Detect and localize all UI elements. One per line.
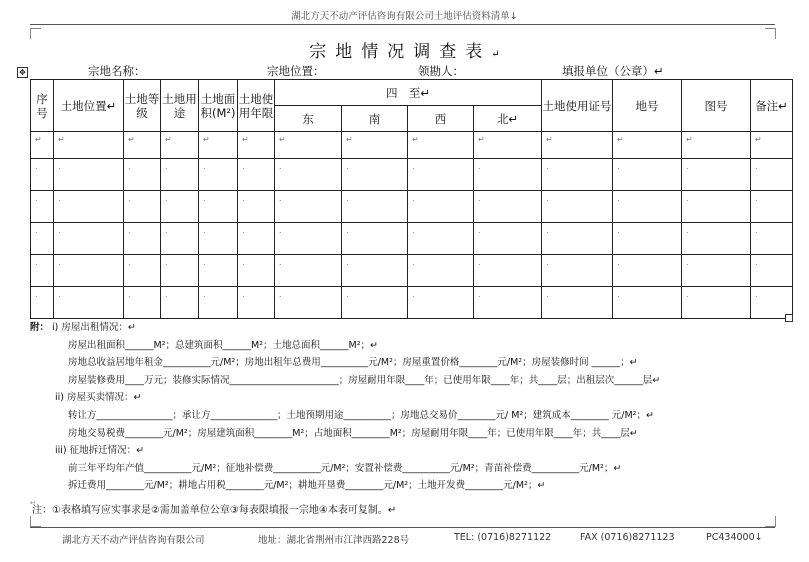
- col-header-west: 西: [408, 106, 474, 132]
- table-cell[interactable]: .: [31, 159, 54, 191]
- table-cell[interactable]: .: [613, 159, 682, 191]
- footer-fax: FAX (0716)8271123: [580, 532, 675, 543]
- table-cell[interactable]: .: [238, 287, 275, 319]
- table-cell[interactable]: .: [542, 287, 613, 319]
- col-header-south: 南: [342, 106, 408, 132]
- col-header-lot-number: 地号: [613, 80, 682, 132]
- col-header-area: 土地面积(M²): [199, 80, 238, 132]
- rental-line-3: 房屋装修费用____万元；装修实际情况_______________________；房屋耐用年限____年；已使用年限____年；共____层；出租层次______层↵: [68, 374, 661, 386]
- footer-address: 地址：湖北省荆州市江津西路228号: [258, 535, 410, 546]
- table-cell[interactable]: .: [275, 191, 342, 223]
- footer-postcode: PC434000↓: [706, 532, 763, 543]
- table-cell[interactable]: .: [238, 191, 275, 223]
- sale-line-1: 转让方________________；承让方______________；土地预期用途__________；房地总交易价________元/ M²；建筑成本________ 元/M²；↵: [68, 409, 654, 421]
- footer-company: 湖北方天不动产评估咨询有限公司: [62, 535, 205, 546]
- table-cell[interactable]: .: [408, 191, 474, 223]
- table-cell[interactable]: .: [54, 223, 124, 255]
- rental-line-1: 房屋出租面积______M²；总建筑面积______M²；土地总面积______M²；↵: [68, 339, 378, 351]
- table-cell[interactable]: ↵: [275, 132, 342, 159]
- table-cell[interactable]: ↵: [31, 132, 54, 159]
- table-cell[interactable]: .: [751, 191, 793, 223]
- table-cell[interactable]: .: [613, 287, 682, 319]
- table-cell[interactable]: ↵: [342, 132, 408, 159]
- table-cell[interactable]: .: [161, 223, 199, 255]
- table-cell[interactable]: .: [54, 287, 124, 319]
- table-cell[interactable]: .: [238, 159, 275, 191]
- page-header: 湖北方天不动产评估咨询有限公司土地评估资料清单↓: [291, 11, 518, 22]
- table-row: [31, 255, 793, 287]
- table-cell[interactable]: .: [199, 191, 238, 223]
- table-cell[interactable]: .: [124, 255, 161, 287]
- col-header-east: 东: [275, 106, 342, 132]
- table-cell[interactable]: .: [275, 287, 342, 319]
- table-cell[interactable]: .: [161, 255, 199, 287]
- table-cell[interactable]: ↵: [161, 132, 199, 159]
- table-cell[interactable]: .: [474, 191, 542, 223]
- table-cell[interactable]: .: [474, 159, 542, 191]
- table-cell[interactable]: .: [751, 255, 793, 287]
- table-cell[interactable]: .: [542, 255, 613, 287]
- col-header-seq: 序号: [31, 80, 54, 132]
- table-cell[interactable]: .: [199, 287, 238, 319]
- table-cell[interactable]: .: [342, 159, 408, 191]
- table-cell[interactable]: ↵: [474, 132, 542, 159]
- table-row: [31, 287, 793, 319]
- field-parcel-name: 宗地名称：: [88, 64, 146, 78]
- col-header-north: 北↵: [474, 106, 542, 132]
- table-cell[interactable]: .: [54, 191, 124, 223]
- table-cell[interactable]: .: [199, 255, 238, 287]
- margin-corner-br: [765, 516, 776, 527]
- field-surveyor: 领勘人：: [418, 64, 464, 78]
- blank-paragraph-mark: ↵: [30, 498, 36, 507]
- table-cell[interactable]: .: [542, 191, 613, 223]
- table-cell[interactable]: .: [542, 159, 613, 191]
- footnote: 注：①表格填写应实事求是②需加盖单位公章③每表限填报一宗地④本表可复制。↵: [32, 505, 397, 516]
- col-header-grade: 土地等级: [124, 80, 161, 132]
- table-cell[interactable]: .: [238, 223, 275, 255]
- expropriation-line-1: 前三年平均年产值__________元/M²；征地补偿费__________元/M²；安置补偿费__________元/M²；青苗补偿费__________元/M²；↵: [68, 462, 622, 474]
- table-cell[interactable]: .: [342, 287, 408, 319]
- table-cell[interactable]: .: [474, 287, 542, 319]
- section-sale-title: ii) 房屋买卖情况：↵: [55, 392, 142, 404]
- table-move-handle-icon[interactable]: ✥: [17, 67, 28, 78]
- table-cell[interactable]: .: [408, 287, 474, 319]
- table-cell[interactable]: .: [613, 191, 682, 223]
- table-cell[interactable]: .: [31, 191, 54, 223]
- table-cell[interactable]: .: [342, 223, 408, 255]
- footer-tel: TEL: (0716)8271122: [454, 532, 552, 543]
- margin-corner-bl: [30, 516, 41, 527]
- header-rule: [30, 24, 775, 25]
- table-cell[interactable]: .: [31, 287, 54, 319]
- table-cell[interactable]: .: [408, 255, 474, 287]
- table-cell[interactable]: .: [54, 255, 124, 287]
- field-reporting-unit: 填报单位（公章）↵: [562, 64, 664, 78]
- table-cell[interactable]: .: [161, 191, 199, 223]
- section-rental-title: i) 房屋出租情况：↵: [52, 322, 136, 333]
- table-cell[interactable]: ↵: [408, 132, 474, 159]
- table-cell[interactable]: .: [275, 159, 342, 191]
- footer-rule: [30, 527, 775, 528]
- table-row: [31, 159, 793, 191]
- table-cell[interactable]: .: [542, 223, 613, 255]
- table-cell[interactable]: .: [124, 223, 161, 255]
- table-row: [31, 191, 793, 223]
- table-cell[interactable]: .: [54, 159, 124, 191]
- rental-line-2: 房地总收益居地年租金__________元/M²；房地出租年总费用__________元/M²；房屋重置价格________元/M²；房屋装修时间 ______；↵: [68, 357, 638, 369]
- table-cell[interactable]: .: [751, 287, 793, 319]
- col-header-boundaries: 四 至↵: [275, 80, 542, 106]
- table-cell[interactable]: .: [682, 255, 751, 287]
- table-cell[interactable]: .: [613, 255, 682, 287]
- table-cell[interactable]: ↵: [54, 132, 124, 159]
- notes-prefix: 附：: [30, 322, 50, 333]
- table-row: [31, 132, 793, 159]
- table-cell[interactable]: .: [161, 159, 199, 191]
- table-cell[interactable]: .: [682, 159, 751, 191]
- table-cell[interactable]: .: [408, 159, 474, 191]
- table-cell[interactable]: .: [682, 191, 751, 223]
- col-header-map-number: 图号: [682, 80, 751, 132]
- section-expropriation-title: iii) 征地拆迁情况：↵: [55, 445, 145, 457]
- table-cell[interactable]: .: [124, 287, 161, 319]
- survey-table: [30, 79, 793, 319]
- table-cell[interactable]: .: [199, 159, 238, 191]
- table-cell[interactable]: .: [124, 159, 161, 191]
- table-cell[interactable]: .: [474, 223, 542, 255]
- field-parcel-location: 宗地位置：: [267, 64, 325, 78]
- table-cell[interactable]: .: [751, 223, 793, 255]
- sale-line-2: 房地交易税费________元/M²；房屋建筑面积________M²；占地面积________M²；房屋耐用年限____年；已使用年限____年；共____层↵: [68, 427, 638, 439]
- table-cell[interactable]: .: [342, 191, 408, 223]
- page-title: 宗地情况调查表↵: [309, 42, 500, 62]
- table-cell[interactable]: .: [199, 223, 238, 255]
- table-cell[interactable]: .: [124, 191, 161, 223]
- table-cell[interactable]: .: [161, 287, 199, 319]
- notes-section: [30, 319, 790, 513]
- table-cell[interactable]: .: [342, 255, 408, 287]
- table-cell[interactable]: .: [408, 223, 474, 255]
- col-header-term: 土地使用年限: [238, 80, 275, 132]
- table-cell[interactable]: .: [275, 255, 342, 287]
- table-cell[interactable]: .: [613, 223, 682, 255]
- table-cell[interactable]: .: [682, 223, 751, 255]
- expropriation-line-2: 拆迁费用________元/M²；耕地占用税________元/M²；耕地开垦费________元/M²；土地开发费________元/M²；↵: [68, 480, 546, 492]
- col-header-use: 土地用途: [161, 80, 199, 132]
- table-cell[interactable]: .: [238, 255, 275, 287]
- table-cell[interactable]: ↵: [613, 132, 682, 159]
- table-cell[interactable]: .: [31, 223, 54, 255]
- table-cell[interactable]: ↵: [542, 132, 613, 159]
- table-cell[interactable]: ↵: [238, 132, 275, 159]
- table-cell[interactable]: .: [751, 159, 793, 191]
- table-cell[interactable]: ↵: [199, 132, 238, 159]
- table-cell[interactable]: .: [474, 255, 542, 287]
- table-cell[interactable]: .: [31, 255, 54, 287]
- col-header-location: 土地位置↵: [54, 80, 124, 132]
- table-cell[interactable]: ↵: [751, 132, 793, 159]
- table-cell[interactable]: .: [682, 287, 751, 319]
- table-row: [31, 223, 793, 255]
- table-cell[interactable]: .: [275, 223, 342, 255]
- col-header-remark: 备注↵: [751, 80, 793, 132]
- table-cell[interactable]: ↵: [124, 132, 161, 159]
- table-cell[interactable]: ↵: [682, 132, 751, 159]
- col-header-certificate: 土地使用证号: [542, 80, 613, 132]
